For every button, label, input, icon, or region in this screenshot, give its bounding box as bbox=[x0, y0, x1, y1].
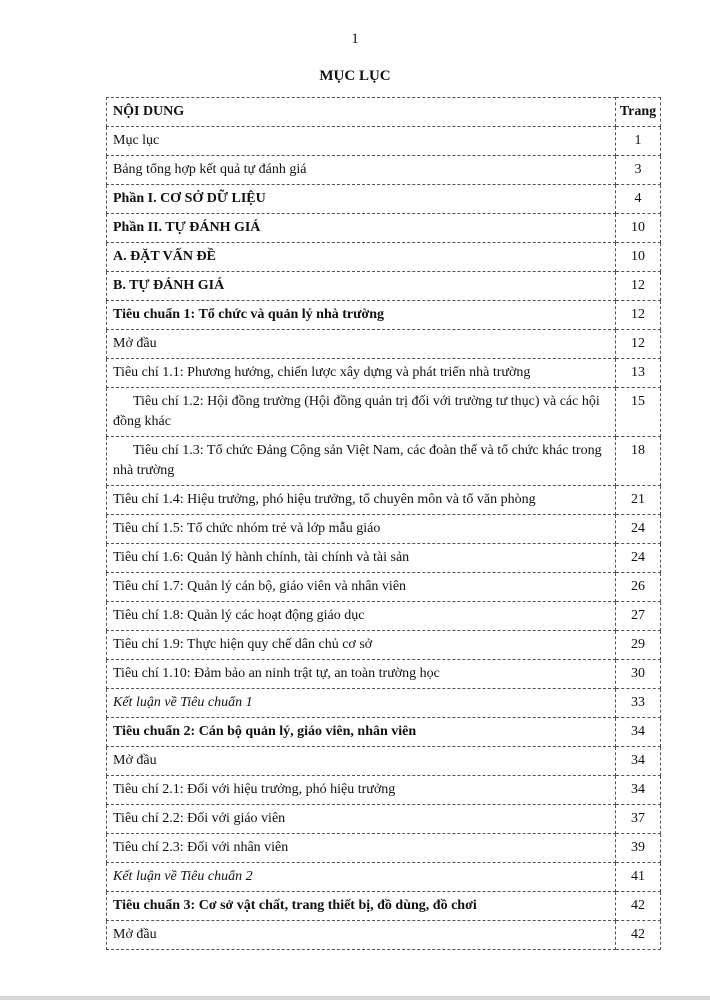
toc-entry-text: Tiêu chí 2.1: Đối với hiệu trưởng, phó hiệu trưởng bbox=[107, 776, 616, 805]
toc-entry-text: Tiêu chí 2.3: Đối với nhân viên bbox=[107, 834, 616, 863]
table-row bbox=[107, 243, 661, 272]
toc-entry-page: 15 bbox=[616, 388, 661, 437]
toc-entry-page: 41 bbox=[616, 863, 661, 892]
table-row bbox=[107, 301, 661, 330]
table-row bbox=[107, 921, 661, 950]
table-row bbox=[107, 660, 661, 689]
page-number: 1 bbox=[351, 31, 359, 47]
toc-entry-text: Tiêu chí 1.7: Quản lý cán bộ, giáo viên và nhân viên bbox=[107, 573, 616, 602]
table-row bbox=[107, 214, 661, 243]
toc-entry-page: 13 bbox=[616, 359, 661, 388]
table-row bbox=[107, 515, 661, 544]
toc-entry-text: A. ĐẶT VẤN ĐỀ bbox=[107, 243, 616, 272]
toc-entry-text: Tiêu chí 2.2: Đối với giáo viên bbox=[107, 805, 616, 834]
table-row bbox=[107, 805, 661, 834]
table-row bbox=[107, 718, 661, 747]
toc-entry-page: 29 bbox=[616, 631, 661, 660]
table-row bbox=[107, 863, 661, 892]
toc-entry-page: 12 bbox=[616, 272, 661, 301]
header-content: NỘI DUNG bbox=[107, 98, 616, 127]
toc-entry-text: B. TỰ ĐÁNH GIÁ bbox=[107, 272, 616, 301]
table-row bbox=[107, 127, 661, 156]
table-row bbox=[107, 437, 661, 486]
toc-entry-text: Tiêu chí 1.4: Hiệu trưởng, phó hiệu trưởng, tổ chuyên môn và tổ văn phòng bbox=[107, 486, 616, 515]
toc-entry-text: Kết luận về Tiêu chuẩn 2 bbox=[107, 863, 616, 892]
toc-entry-text: Tiêu chí 1.2: Hội đồng trường (Hội đồng quản trị đối với trường tư thục) và các hội đồng khác bbox=[107, 388, 616, 437]
toc-entry-page: 10 bbox=[616, 214, 661, 243]
toc-entry-page: 18 bbox=[616, 437, 661, 486]
header-page: Trang bbox=[616, 98, 661, 127]
toc-entry-text: Mở đầu bbox=[107, 330, 616, 359]
table-row bbox=[107, 544, 661, 573]
toc-entry-page: 4 bbox=[616, 185, 661, 214]
table-row bbox=[107, 330, 661, 359]
table-row bbox=[107, 892, 661, 921]
toc-entry-text: Tiêu chí 1.3: Tổ chức Đảng Cộng sản Việt Nam, các đoàn thể và tổ chức khác trong nhà trường bbox=[107, 437, 616, 486]
toc-entry-page: 42 bbox=[616, 921, 661, 950]
toc-entry-text: Tiêu chí 1.8: Quản lý các hoạt động giáo dục bbox=[107, 602, 616, 631]
toc-entry-text: Tiêu chuẩn 1: Tổ chức và quản lý nhà trường bbox=[107, 301, 616, 330]
toc-entry-page: 34 bbox=[616, 718, 661, 747]
toc-entry-page: 24 bbox=[616, 515, 661, 544]
toc-entry-text: Phần II. TỰ ĐÁNH GIÁ bbox=[107, 214, 616, 243]
page-bottom-edge bbox=[0, 996, 710, 1000]
toc-entry-text: Kết luận về Tiêu chuẩn 1 bbox=[107, 689, 616, 718]
table-row bbox=[107, 359, 661, 388]
toc-entry-text: Tiêu chí 1.9: Thực hiện quy chế dân chủ cơ sở bbox=[107, 631, 616, 660]
toc-entry-page: 3 bbox=[616, 156, 661, 185]
table-row bbox=[107, 272, 661, 301]
table-row bbox=[107, 185, 661, 214]
table-of-contents bbox=[106, 97, 661, 950]
table-row bbox=[107, 689, 661, 718]
toc-entry-page: 27 bbox=[616, 602, 661, 631]
toc-entry-page: 12 bbox=[616, 301, 661, 330]
toc-entry-text: Bảng tổng hợp kết quả tự đánh giá bbox=[107, 156, 616, 185]
toc-entry-text: Tiêu chí 1.10: Đảm bảo an ninh trật tự, an toàn trường học bbox=[107, 660, 616, 689]
toc-entry-page: 12 bbox=[616, 330, 661, 359]
toc-header-row bbox=[107, 98, 661, 127]
toc-entry-page: 1 bbox=[616, 127, 661, 156]
toc-entry-page: 24 bbox=[616, 544, 661, 573]
toc-entry-text: Mở đầu bbox=[107, 747, 616, 776]
table-row bbox=[107, 747, 661, 776]
toc-entry-text: Mục lục bbox=[107, 127, 616, 156]
toc-entry-page: 34 bbox=[616, 776, 661, 805]
toc-entry-text: Tiêu chuẩn 3: Cơ sở vật chất, trang thiết bị, đồ dùng, đồ chơi bbox=[107, 892, 616, 921]
toc-entry-text: Mở đầu bbox=[107, 921, 616, 950]
document-title: MỤC LỤC bbox=[319, 68, 391, 84]
table-row bbox=[107, 388, 661, 437]
toc-entry-page: 21 bbox=[616, 486, 661, 515]
table-row bbox=[107, 776, 661, 805]
table-row bbox=[107, 573, 661, 602]
toc-entry-text: Tiêu chí 1.6: Quản lý hành chính, tài chính và tài sản bbox=[107, 544, 616, 573]
toc-entry-page: 30 bbox=[616, 660, 661, 689]
toc-entry-text: Phần I. CƠ SỞ DỮ LIỆU bbox=[107, 185, 616, 214]
table-row bbox=[107, 834, 661, 863]
toc-entry-page: 42 bbox=[616, 892, 661, 921]
toc-entry-page: 39 bbox=[616, 834, 661, 863]
toc-entry-page: 26 bbox=[616, 573, 661, 602]
table-row bbox=[107, 631, 661, 660]
toc-entry-text: Tiêu chí 1.5: Tổ chức nhóm trẻ và lớp mẫu giáo bbox=[107, 515, 616, 544]
table-row bbox=[107, 156, 661, 185]
toc-entry-page: 33 bbox=[616, 689, 661, 718]
toc-entry-page: 10 bbox=[616, 243, 661, 272]
table-row bbox=[107, 602, 661, 631]
toc-entry-text: Tiêu chuẩn 2: Cán bộ quản lý, giáo viên, nhân viên bbox=[107, 718, 616, 747]
toc-entry-page: 37 bbox=[616, 805, 661, 834]
toc-entry-page: 34 bbox=[616, 747, 661, 776]
table-row bbox=[107, 486, 661, 515]
toc-entry-text: Tiêu chí 1.1: Phương hướng, chiến lược xây dựng và phát triển nhà trường bbox=[107, 359, 616, 388]
